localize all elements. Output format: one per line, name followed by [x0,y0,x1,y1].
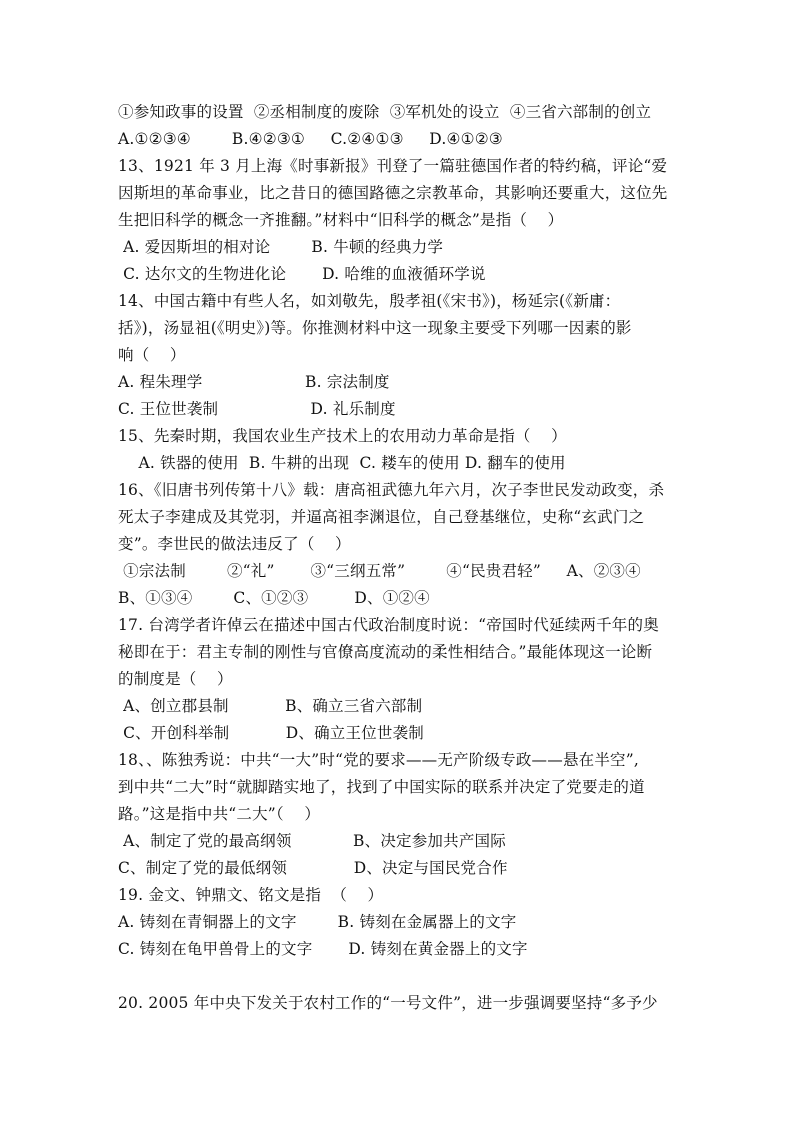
q13-stem-line-2: 因斯坦的革命事业，比之昔日的德国路德之宗教革命，其影响还要重大，这位先 [118,184,668,202]
q19-options-ab: A. 铸刻在青铜器上的文字 B. 铸刻在金属器上的文字 [118,913,517,931]
q14-stem-line-1: 14、中国古籍中有些人名，如刘敬先，殷孝祖(《宋书》)，杨延宗(《新庸： [118,292,621,310]
q18-options-cd: C、制定了党的最低纲领 D、决定与国民党合作 [118,859,508,877]
q15-options: A. 铁器的使用 B. 牛耕的出现 C. 耧车的使用 D. 翻车的使用 [118,454,566,472]
q20-stem-line-1: 20. 2005 年中央下发关于农村工作的“一号文件”，进一步强调要坚持“多予少 [118,994,658,1012]
q16-options: B、①③④ C、①②③ D、①②④ [118,589,430,607]
q16-stem-line-1: 16、《旧唐书列传第十八》载：唐高祖武德九年六月，次子李世民发动政变，杀 [118,481,665,499]
q14-options-cd: C. 王位世袭制 D. 礼乐制度 [118,400,396,418]
q19-options-cd: C. 铸刻在龟甲兽骨上的文字 D. 铸刻在黄金器上的文字 [118,940,528,958]
q17-stem-line-2: 秘即在于：君主专制的刚性与官僚高度流动的柔性相结合。”最能体现这一论断 [118,643,653,661]
q16-statements: ①宗法制 ②“礼” ③“三纲五常” ④“民贵君轻” A、②③④ [118,562,641,580]
q14-stem-line-2: 括》)，汤显祖(《明史》)等。你推测材料中这一现象主要受下列哪一因素的影 [118,319,632,337]
q15-stem: 15、先秦时期，我国农业生产技术上的农用动力革命是指（ ） [118,427,567,445]
q14-options-ab: A. 程朱理学 B. 宗法制度 [118,373,390,391]
q14-stem-line-3: 响（ ） [118,346,186,364]
q12-statements: ①参知政事的设置 ②丞相制度的废除 ③军机处的设立 ④三省六部制的创立 [118,103,652,121]
q17-options-ab: A、创立郡县制 B、确立三省六部制 [118,697,423,715]
q17-stem-line-1: 17. 台湾学者许倬云在描述中国古代政治制度时说：“帝国时代延续两千年的奥 [118,616,659,634]
q16-stem-line-2: 死太子李建成及其党羽，并逼高祖李渊退位，自己登基继位，史称“玄武门之 [118,508,645,526]
q18-stem-line-2: 到中共“二大”时“就脚踏实地了，找到了中国实际的联系并决定了党要走的道 [118,778,645,796]
q12-options: A.①②③④ B.④②③① C.②④①③ D.④①②③ [118,130,503,148]
q18-options-ab: A、制定了党的最高纲领 B、决定参加共产国际 [118,832,506,850]
q13-options-ab: A. 爱因斯坦的相对论 B. 牛顿的经典力学 [118,238,444,256]
q18-stem-line-1: 18、、陈独秀说：中共“一大”时“党的要求——无产阶级专政——悬在半空”, [118,751,639,769]
q19-stem: 19. 金文、钟鼎文、铭文是指 （ ） [118,886,384,904]
q17-stem-line-3: 的制度是（ ） [118,670,233,688]
q13-stem-line-1: 13、1921 年 3 月上海《时事新报》刊登了一篇驻德国作者的特约稿，评论“爱 [118,157,668,175]
q13-options-cd: C. 达尔文的生物进化论 D. 哈维的血液循环学说 [118,265,486,283]
q18-stem-line-3: 路。”这是指中共“二大”（ ） [118,805,321,823]
q17-options-cd: C、开创科举制 D、确立王位世袭制 [118,724,425,742]
q13-stem-line-3: 生把旧科学的概念一齐推翻。”材料中“旧科学的概念”是指（ ） [118,211,564,229]
q16-stem-line-3: 变”。李世民的做法违反了（ ） [118,535,351,553]
